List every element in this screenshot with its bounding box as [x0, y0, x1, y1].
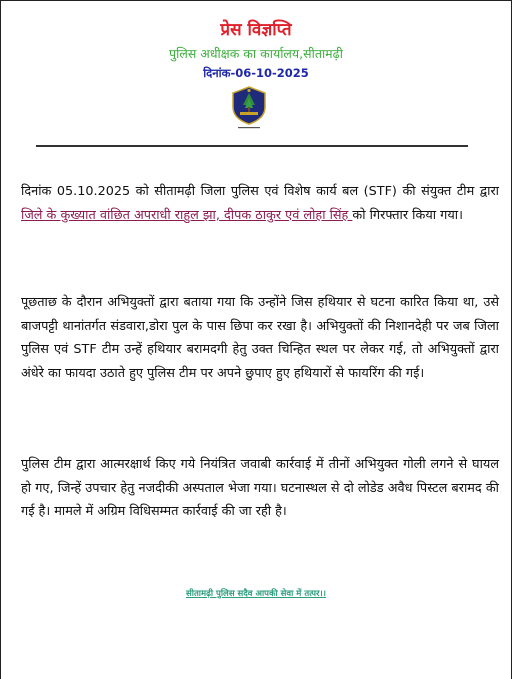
arrest-intro-text: दिनांक 05.10.2025 को सीतामढ़ी जिला पुलिस एवं विशेष कार्य बल (STF) की संयुक्त टीम द्वारा [21, 184, 499, 199]
footer-tagline: सीतामढ़ी पुलिस सदैव आपकी सेवा में तत्पर।। [186, 589, 326, 599]
paragraph-arrest [21, 180, 499, 227]
arrest-outro-text: को गिरफ्तार किया गया। [352, 207, 463, 223]
release-date: दिनांक-06-10-2025 [203, 66, 309, 80]
press-release-title: प्रेस विज्ञप्ति [220, 20, 292, 40]
bihar-police-emblem-icon [229, 85, 269, 131]
paragraph-interrogation: पूछताछ के दौरान अभियुक्तों द्वारा बताया गया कि उन्होंने जिस हथियार से घटना कारित किया था, उसे बाजपट्टी थानांतर्गत संडवारा,डोरा पुल के पास छिपा कर रखा है। अभियुक्तों की निशानदेही पर जब जिला पुलिस एवं STF टीम उन्हें हथियार बरामदगी हेतु उक्त चिन्हित स्थल पर लेकर गई, तो अभियुक्तों द्वारा अंधेरे का फायदा उठाते हुए पुलिस टीम पर अपने छुपाए हुए हथियारों से फायरिंग की गई। [21, 295, 499, 381]
header-divider [36, 145, 468, 147]
office-name: पुलिस अधीक्षक का कार्यालय,सीतामढ़ी [169, 46, 343, 61]
paragraph-retaliation: पुलिस टीम द्वारा आत्मरक्षार्थ किए गये नियंत्रित जवाबी कार्रवाई में तीनों अभियुक्त गोली लगने से घायल हो गए, जिन्हें उपचार हेतु नजदीकी अस्पताल भेजा गया। घटनास्थल से दो लोडेड अवैध पिस्टल बरामद की गई है। मामले में अग्रिम विधिसम्मत कार्रवाई की जा रही है। [21, 457, 499, 519]
accused-names-highlight: जिले के कुख्यात वांछित अपराधी राहुल झा, दीपक ठाकुर एवं लोहा सिंह [21, 207, 353, 223]
